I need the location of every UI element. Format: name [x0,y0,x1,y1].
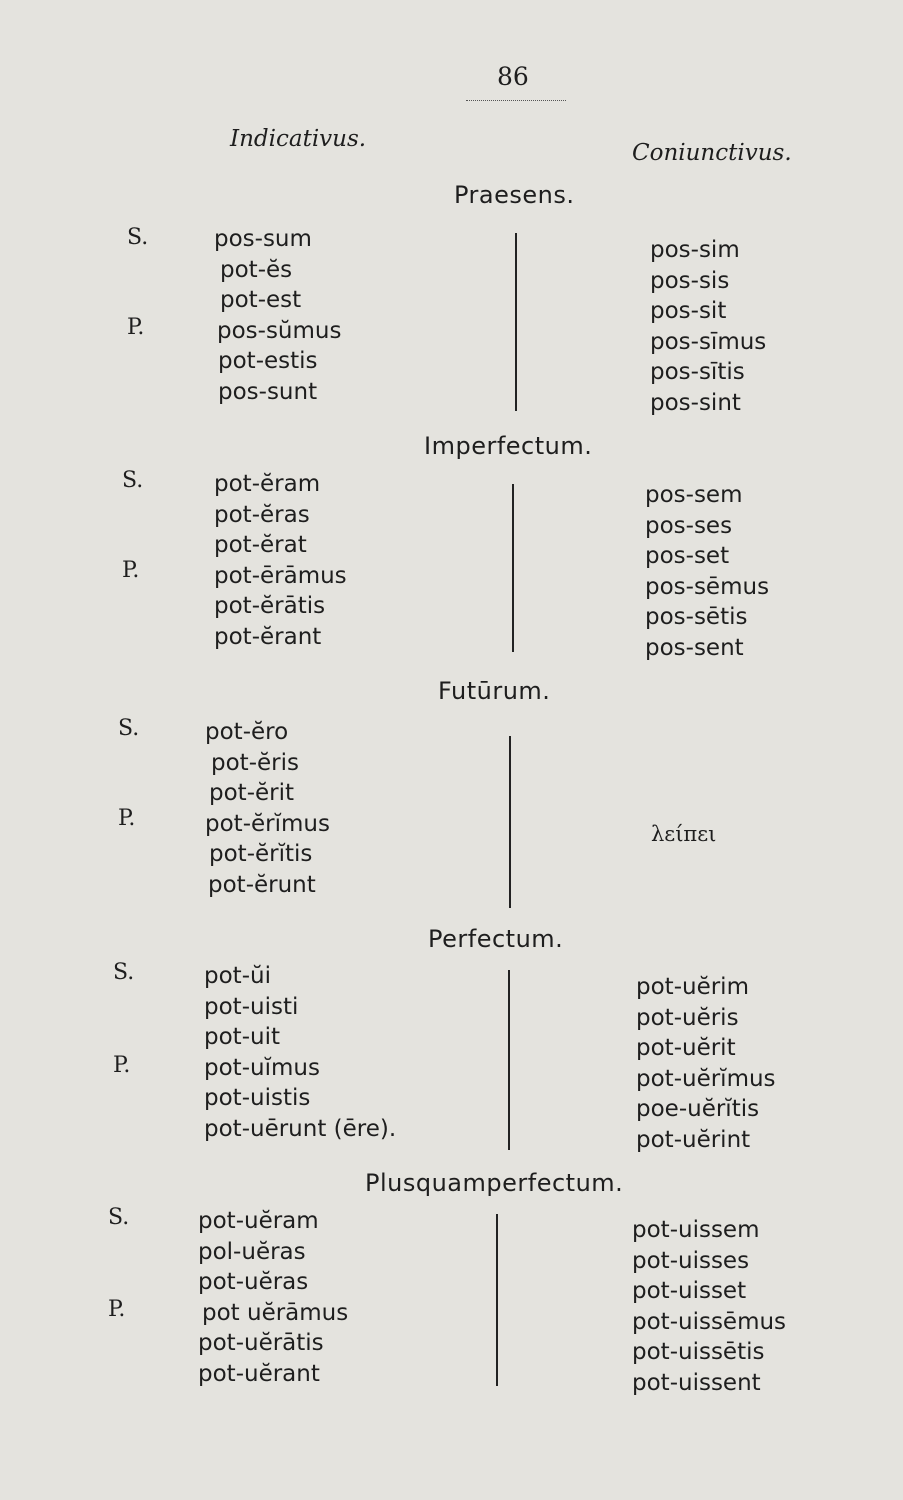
imperfectum-indicative-form: pot-ĕrant [214,623,322,650]
praesens-subjunctive-form: pos-sīmus [650,328,767,355]
imperfectum-subjunctive-form: pos-sēmus [645,573,770,600]
perfectum-subjunctive-forms [636,972,776,1155]
perfectum-indicative-form: pot-uērunt (ēre). [204,1115,397,1142]
imperfectum-subjunctive-form: pos-set [645,543,730,569]
praesens-singular-label: S. [127,225,149,250]
praesens-indicative-form: pos-sum [214,226,312,252]
futurum-indicative-form: pot-ĕro [205,719,289,745]
praesens-indicative-form: pos-sunt [218,378,318,405]
praesens-indicative-form: pos-sŭmus [217,317,342,344]
praesens-subjunctive-form: pos-sim [650,237,740,263]
futurum-indicative-form: pot-ĕrunt [208,871,316,898]
perfectum-divider [508,970,510,1150]
futurum-indicative-forms [205,717,330,900]
imperfectum-plural-label: P. [122,558,140,583]
plusquamperfectum-subjunctive-form: pot-uissem [632,1217,760,1243]
plusquamperfectum-indicative-form: pot-uĕrant [198,1360,320,1387]
plusquamperfectum-indicative-form: pot-uĕras [198,1269,309,1295]
praesens-divider [515,233,517,411]
perfectum-singular-label: S. [113,960,135,985]
plusquamperfectum-subjunctive-form: pot-uissent [632,1369,761,1396]
page-number-rule [466,100,566,101]
praesens-subjunctive-form: pos-sit [650,298,727,324]
praesens-indicative-form: pot-ĕs [220,256,293,283]
perfectum-subjunctive-form: pot-uĕrint [636,1126,751,1153]
futurum-subjunctive-note: λείπει [651,822,717,846]
plusquamperfectum-indicative-form: pot-uĕrātis [198,1330,324,1356]
praesens-indicative-form: pot-estis [218,348,318,374]
imperfectum-indicative-form: pot-ĕram [214,471,321,497]
plusquamperfectum-singular-label: S. [108,1205,130,1230]
imperfectum-singular-label: S. [122,468,144,493]
plusquamperfectum-title: Plusquamperfectum. [365,1169,624,1197]
imperfectum-indicative-form: pot-ērāmus [214,562,347,589]
perfectum-indicative-form: pot-uĭmus [204,1054,320,1081]
praesens-plural-label: P. [127,315,145,340]
indicative-header: Indicativus. [230,126,367,152]
plusquamperfectum-indicative-form: pot-uĕram [198,1208,319,1234]
praesens-subjunctive-form: pos-sītis [650,359,745,385]
perfectum-title: Perfectum. [428,925,564,953]
subjunctive-header: Coniunctivus. [632,140,792,166]
perfectum-indicative-form: pot-ŭi [204,963,271,989]
imperfectum-indicative-forms [214,469,347,652]
imperfectum-subjunctive-form: pos-sem [645,482,743,508]
futurum-singular-label: S. [118,716,140,741]
plusquamperfectum-plural-label: P. [108,1297,126,1322]
perfectum-indicative-form: pot-uistis [204,1085,311,1111]
praesens-subjunctive-forms [650,235,766,418]
perfectum-indicative-form: pot-uit [204,1024,280,1050]
perfectum-subjunctive-form: poe-uĕrĭtis [636,1096,760,1122]
praesens-indicative-form: pot-est [220,287,302,313]
imperfectum-subjunctive-form: pos-ses [645,512,733,539]
perfectum-subjunctive-form: pot-uĕrĭmus [636,1065,776,1092]
imperfectum-subjunctive-form: pos-sētis [645,604,748,630]
futurum-indicative-form: pot-ĕrĭtis [209,841,313,867]
perfectum-indicative-form: pot-uisti [204,993,299,1020]
imperfectum-indicative-form: pot-ĕras [214,501,310,528]
praesens-subjunctive-form: pos-sis [650,267,730,294]
plusquamperfectum-subjunctive-form: pot-uissētis [632,1339,765,1365]
perfectum-plural-label: P. [113,1053,131,1078]
plusquamperfectum-subjunctive-form: pot-uissēmus [632,1308,787,1335]
futurum-divider [509,736,511,908]
imperfectum-indicative-form: pot-ĕrātis [214,593,326,619]
imperfectum-divider [512,484,514,652]
praesens-title: Praesens. [454,181,575,209]
page-number: 86 [497,62,529,91]
plusquamperfectum-indicative-forms [198,1206,348,1389]
imperfectum-subjunctive-forms [645,480,769,663]
imperfectum-title: Imperfectum. [424,432,593,460]
perfectum-subjunctive-form: pot-uĕrit [636,1035,736,1061]
imperfectum-subjunctive-form: pos-sent [645,634,744,661]
perfectum-subjunctive-form: pot-uĕris [636,1004,739,1031]
plusquamperfectum-subjunctive-form: pot-uisses [632,1247,750,1274]
plusquamperfectum-subjunctive-forms [632,1215,786,1398]
perfectum-indicative-forms [204,961,396,1144]
futurum-indicative-form: pot-ĕris [211,749,299,776]
plusquamperfectum-divider [496,1214,498,1386]
praesens-subjunctive-form: pos-sint [650,389,741,416]
plusquamperfectum-subjunctive-form: pot-uisset [632,1278,747,1304]
perfectum-subjunctive-form: pot-uĕrim [636,974,749,1000]
futurum-plural-label: P. [118,806,136,831]
futurum-indicative-form: pot-ĕrit [209,780,295,806]
praesens-indicative-forms [214,224,341,407]
plusquamperfectum-indicative-form: pot uĕrāmus [202,1299,349,1326]
imperfectum-indicative-form: pot-ĕrat [214,532,307,558]
futurum-indicative-form: pot-ĕrĭmus [205,810,330,837]
futurum-title: Futūrum. [438,677,551,705]
plusquamperfectum-indicative-form: pol-uĕras [198,1238,306,1265]
